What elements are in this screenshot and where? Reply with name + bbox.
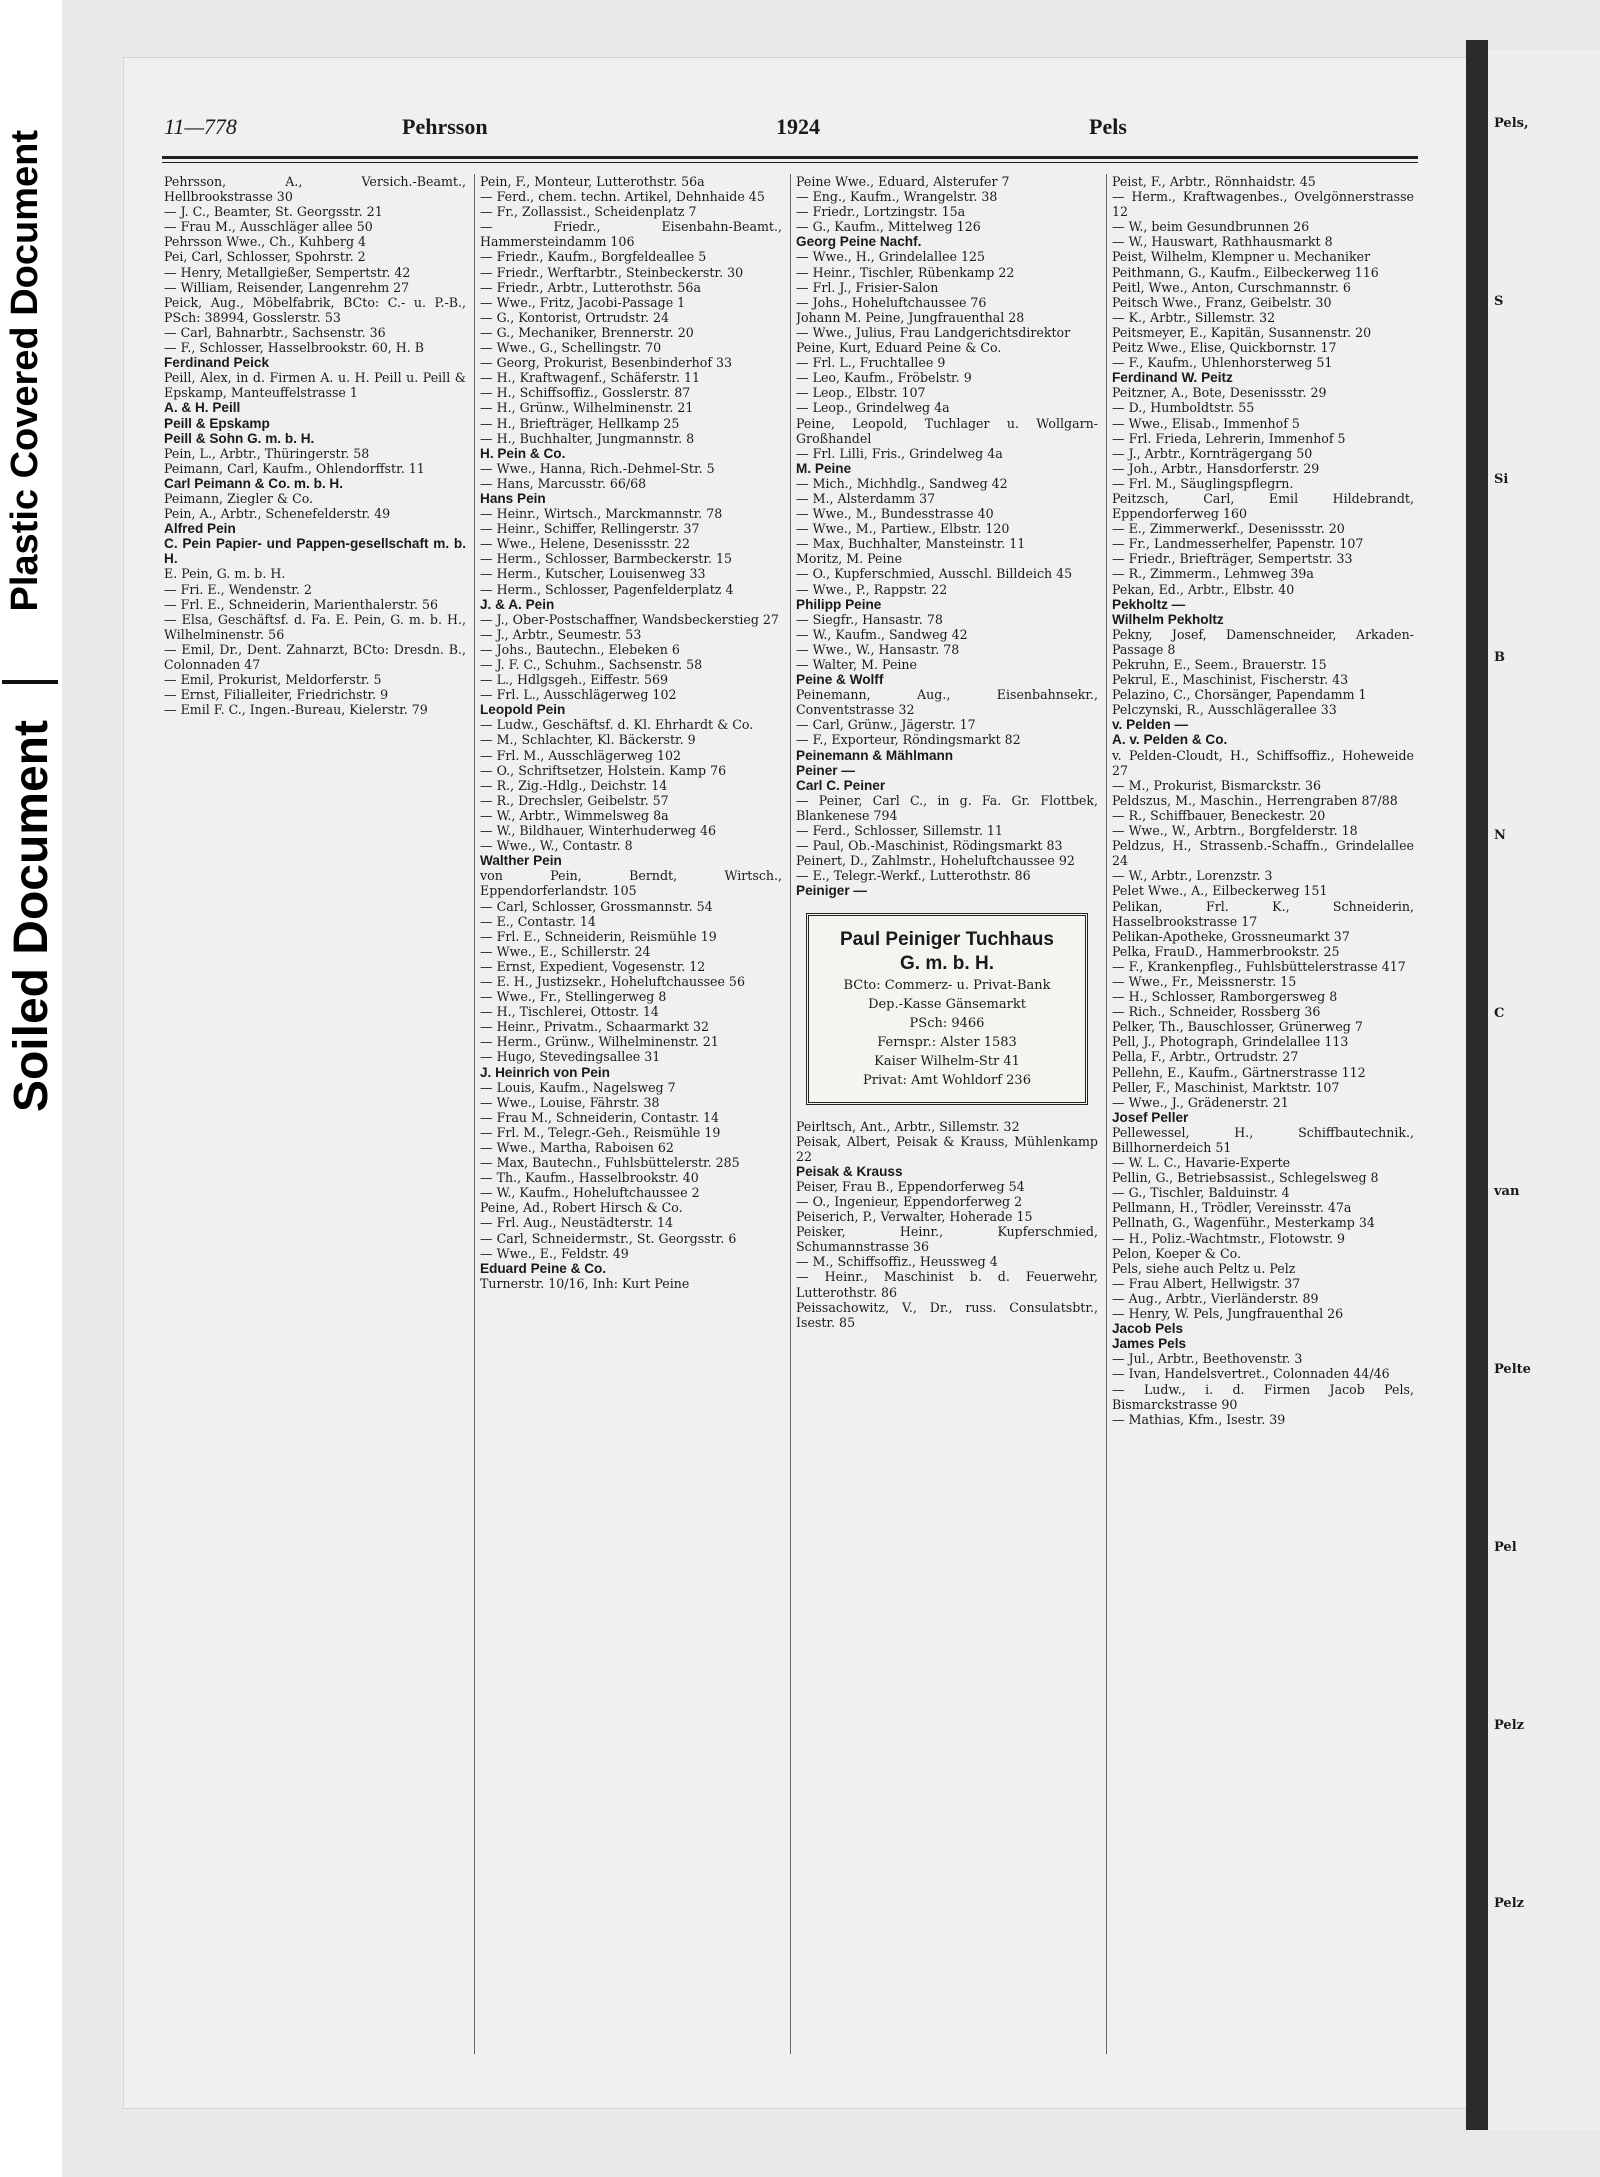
directory-entry: — Georg, Prokurist, Besenbinderhof 33	[480, 355, 733, 371]
directory-entry: von Pein, Berndt, Wirtsch., Eppendorferlandstr. 105	[480, 868, 782, 899]
directory-entry: — H., Poliz.-Wachtmstr., Flotowstr. 9	[1112, 1230, 1346, 1246]
directory-entry: Eduard Peine & Co.	[480, 1260, 607, 1276]
directory-entry: — E., Zimmerwerkf., Desenissstr. 20	[1112, 521, 1345, 537]
directory-entry: Peine, Leopold, Tuchlager u. Wollgarn-Großhandel	[796, 415, 1098, 446]
directory-entry: — Peiner, Carl C., in g. Fa. Gr. Flottbek, Blankenese 794	[796, 792, 1098, 823]
directory-entry: Pellmann, H., Trödler, Vereinsstr. 47a	[1112, 1200, 1352, 1216]
directory-entry: — Herm., Schlosser, Barmbeckerstr. 15	[480, 551, 733, 567]
directory-entry: — Wwe., H., Grindelallee 125	[796, 249, 986, 265]
directory-entry: — Siegfr., Hansastr. 78	[796, 611, 943, 627]
directory-entry: — Friedr., Werftarbtr., Steinbeckerstr. 30	[480, 264, 744, 280]
directory-entry: C. Pein Papier- und Pappen-gesellschaft m. b. H.	[164, 536, 466, 567]
directory-entry: Peine Wwe., Eduard, Alsterufer 7	[796, 174, 1010, 189]
directory-entry: — Emil, Prokurist, Meldorferstr. 5	[164, 672, 382, 688]
directory-entry: — Johs., Hoheluftchaussee 76	[796, 294, 987, 310]
directory-entry: Peimann, Carl, Kaufm., Ohlendorffstr. 11	[164, 460, 425, 476]
side-divider	[2, 680, 58, 684]
directory-entry: Pei, Carl, Schlosser, Spohrstr. 2	[164, 249, 366, 265]
directory-entry: Wilhelm Pekholtz	[1112, 611, 1224, 627]
directory-entry: — Fri. E., Wendenstr. 2	[164, 581, 312, 597]
directory-entry: — Frl. E., Schneiderin, Reismühle 19	[480, 928, 717, 944]
directory-entry: Peisak & Krauss	[796, 1163, 903, 1179]
directory-entry: — W., Kaufm., Sandweg 42	[796, 626, 968, 642]
directory-entry: H. Pein & Co.	[480, 445, 566, 461]
ad-deposit: Dep.-Kasse Gänsemarkt	[868, 996, 1026, 1012]
page-number: 11—778	[164, 114, 237, 139]
side-label-strip	[0, 0, 62, 2177]
directory-entry: — W., beim Gesundbrunnen 26	[1112, 219, 1310, 235]
directory-entry: v. Pelden —	[1112, 717, 1189, 733]
directory-entry: — Wwe., Helene, Desenissstr. 22	[480, 536, 690, 552]
directory-entry: Pekrul, E., Maschinist, Fischerstr. 43	[1112, 672, 1349, 688]
directory-entry: — E., Contastr. 14	[480, 913, 596, 929]
directory-entry: — Frau M., Ausschläger allee 50	[164, 219, 373, 235]
directory-entry: — Henry, W. Pels, Jungfrauenthal 26	[1112, 1306, 1344, 1322]
directory-entry: Pelikan, Frl. K., Schneiderin, Hasselbrookstrasse 17	[1112, 898, 1414, 929]
directory-entry: Peiser, Frau B., Eppendorferweg 54	[796, 1178, 1025, 1194]
directory-entry: — Heinr., Maschinist b. d. Feuerwehr, Lutterothstr. 86	[796, 1269, 1098, 1300]
directory-entry: — Frl. M., Ausschlägerweg 102	[480, 747, 681, 763]
directory-entry: Walther Pein	[480, 853, 562, 869]
directory-entry: — Max, Bautechn., Fuhlsbüttelerstr. 285	[480, 1155, 740, 1171]
directory-entry: — G., Kaufm., Mittelweg 126	[796, 219, 981, 235]
directory-entry: Pekruhn, E., Seem., Brauerstr. 15	[1112, 657, 1327, 672]
directory-entry: Peisak, Albert, Peisak & Krauss, Mühlenkamp 22	[796, 1133, 1098, 1164]
next-page-fragment: Pelz	[1494, 1718, 1525, 1733]
directory-entry: — Wwe., Fr., Meissnerstr. 15	[1112, 973, 1297, 989]
directory-entry: — J., Ober-Postschaffner, Wandsbeckerstieg 27	[480, 611, 779, 627]
directory-entry: — Wwe., E., Schillerstr. 24	[480, 943, 651, 959]
directory-entry: — Emil, Dr., Dent. Zahnarzt, BCto: Dresdn. B., Colonnaden 47	[164, 641, 466, 672]
directory-entry: — M., Schlachter, Kl. Bäckerstr. 9	[480, 732, 696, 748]
directory-entry: — Wwe., Elisab., Immenhof 5	[1112, 415, 1300, 431]
directory-entry: Pelczynski, R., Ausschlägerallee 33	[1112, 702, 1337, 718]
directory-entry: Peiniger —	[796, 883, 868, 899]
directory-entry: Pelikan-Apotheke, Grossneumarkt 37	[1112, 928, 1350, 944]
directory-entry: — Frau M., Schneiderin, Contastr. 14	[480, 1109, 720, 1125]
directory-entry: — Wwe., Martha, Raboisen 62	[480, 1140, 674, 1155]
directory-entry: v. Pelden-Cloudt, H., Schiffsoffiz., Hoheweide 27	[1112, 747, 1414, 778]
page-header	[164, 114, 1414, 154]
directory-entry: — F., Schlosser, Hasselbrookstr. 60, H. B	[164, 340, 425, 356]
directory-entry: — Herm., Kutscher, Louisenweg 33	[480, 566, 706, 582]
next-page-fragment: Pelz	[1494, 1896, 1525, 1911]
directory-entry: — Wwe., M., Partiew., Elbstr. 120	[796, 521, 1010, 537]
header-year: 1924	[776, 114, 820, 139]
directory-entry: Peiner —	[796, 762, 855, 778]
directory-columns	[164, 174, 1420, 2074]
directory-entry: Peitl, Wwe., Anton, Curschmannstr. 6	[1112, 279, 1351, 295]
directory-entry: — H., Grünw., Wilhelminenstr. 21	[480, 400, 694, 416]
directory-entry: Ferdinand W. Peitz	[1112, 370, 1233, 386]
directory-entry: Peimann, Ziegler & Co.	[164, 490, 314, 506]
directory-entry: — H., Buchhalter, Jungmannstr. 8	[480, 430, 695, 446]
header-rule-thin	[162, 162, 1418, 163]
directory-entry: Peist, F., Arbtr., Rönnhaidstr. 45	[1112, 174, 1316, 189]
ad-bank: BCto: Commerz- u. Privat-Bank	[843, 977, 1051, 993]
directory-entry: Pekholtz —	[1112, 596, 1186, 612]
directory-entry: — J., Arbtr., Seumestr. 53	[480, 626, 642, 642]
next-page-fragment: B	[1494, 650, 1505, 665]
directory-entry: Pels, siehe auch Peltz u. Pelz	[1112, 1260, 1296, 1276]
directory-entry: — Frl. J., Frisier-Salon	[796, 279, 939, 295]
directory-entry: — W., Kaufm., Hoheluftchaussee 2	[480, 1185, 700, 1201]
directory-entry: — Leop., Elbstr. 107	[796, 385, 926, 401]
directory-entry: Peitsmeyer, E., Kapitän, Susannenstr. 20	[1112, 324, 1372, 340]
directory-entry: Pellin, G., Betriebsassist., Schlegelsweg 8	[1112, 1170, 1379, 1186]
directory-entry: E. Pein, G. m. b. H.	[164, 566, 286, 582]
directory-entry: Pein, A., Arbtr., Schenefelderstr. 49	[164, 506, 391, 522]
directory-entry: Peine, Ad., Robert Hirsch & Co.	[480, 1200, 683, 1216]
directory-entry: — Fr., Landmesserhelfer, Papenstr. 107	[1112, 536, 1364, 552]
directory-entry: — Paul, Ob.-Maschinist, Rödingsmarkt 83	[796, 838, 1063, 854]
advertisement-box	[806, 913, 1088, 1105]
directory-entry: — M., Alsterdamm 37	[796, 490, 936, 506]
directory-entry: Peldzus, H., Strassenb.-Schaffn., Grindelallee 24	[1112, 838, 1414, 869]
directory-entry: — O., Schriftsetzer, Holstein. Kamp 76	[480, 762, 727, 778]
directory-entry: J. Heinrich von Pein	[480, 1064, 610, 1080]
directory-entry: — Mathias, Kfm., Isestr. 39	[1112, 1411, 1286, 1427]
directory-entry: J. & A. Pein	[480, 596, 555, 612]
ad-subtitle: G. m. b. H.	[900, 952, 994, 974]
directory-entry: — Heinr., Privatm., Schaarmarkt 32	[480, 1019, 709, 1035]
next-page-fragment: Pels,	[1494, 116, 1529, 131]
directory-entry: Peine & Wolff	[796, 672, 884, 688]
directory-entry: — Frl. L., Fruchtallee 9	[796, 355, 946, 371]
directory-entry: Leopold Pein	[480, 702, 566, 718]
directory-entry: — Elsa, Geschäftsf. d. Fa. E. Pein, G. m. b. H., Wilhelminenstr. 56	[164, 611, 466, 642]
directory-entry: Peitzner, A., Bote, Desenissstr. 29	[1112, 385, 1327, 401]
next-page-fragment: S	[1494, 294, 1504, 309]
directory-entry: Pellehn, E., Kaufm., Gärtnerstrasse 112	[1112, 1064, 1366, 1080]
soiled-document-label: Soiled Document	[5, 720, 58, 1113]
directory-entry: — Carl, Grünw., Jägerstr. 17	[796, 717, 976, 733]
directory-entry: — Leop., Grindelweg 4a	[796, 400, 950, 416]
directory-entry: Carl Peimann & Co. m. b. H.	[164, 475, 344, 491]
next-page-fragment: N	[1494, 828, 1506, 843]
ad-postcheck: PSch: 9466	[909, 1015, 985, 1031]
directory-entry: Pehrsson, A., Versich.-Beamt., Hellbrookstrasse 30	[164, 174, 466, 205]
next-page-fragment: van	[1494, 1184, 1520, 1199]
directory-entry: — Joh., Arbtr., Hansdorferstr. 29	[1112, 460, 1320, 476]
directory-entry: — Walter, M. Peine	[796, 657, 917, 672]
directory-entry: Peitsch Wwe., Franz, Geibelstr. 30	[1112, 294, 1332, 310]
directory-entry: Peill & Epskamp	[164, 415, 270, 431]
directory-entry: — Max, Buchhalter, Mansteinstr. 11	[796, 536, 1026, 552]
directory-entry: — Wwe., P., Rappstr. 22	[796, 581, 948, 597]
directory-entry: Peine, Kurt, Eduard Peine & Co.	[796, 340, 1002, 356]
directory-entry: Moritz, M. Peine	[796, 551, 903, 567]
directory-entry: — Friedr., Kaufm., Borgfeldeallee 5	[480, 249, 707, 265]
directory-entry: — Frl. Aug., Neustädterstr. 14	[480, 1215, 674, 1231]
directory-entry: — Mich., Michhdlg., Sandweg 42	[796, 475, 1008, 491]
column-2	[480, 174, 782, 2074]
directory-entry: Pelker, Th., Bauschlosser, Grünerweg 7	[1112, 1019, 1363, 1035]
directory-entry: — Heinr., Wirtsch., Marckmannstr. 78	[480, 506, 723, 522]
directory-entry: — Hugo, Stevedingsallee 31	[480, 1049, 661, 1065]
directory-entry: — Wwe., W., Hansastr. 78	[796, 641, 960, 657]
directory-entry: — Wwe., Hanna, Rich.-Dehmel-Str. 5	[480, 460, 715, 476]
column-1	[164, 174, 466, 2074]
directory-entry: — Wwe., Fr., Stellingerweg 8	[480, 989, 667, 1005]
directory-entry: — Friedr., Arbtr., Lutterothstr. 56a	[480, 279, 701, 295]
header-left-word: Pehrsson	[402, 114, 488, 139]
directory-entry: — Frl. M., Telegr.-Geh., Reismühle 19	[480, 1124, 721, 1140]
directory-entry: — Ivan, Handelsvertret., Colonnaden 44/46	[1112, 1366, 1390, 1382]
header-right-word: Pels	[1089, 114, 1127, 139]
directory-entry: — H., Kraftwagenf., Schäferstr. 11	[480, 370, 701, 386]
directory-entry: Peller, F., Maschinist, Marktstr. 107	[1112, 1079, 1340, 1095]
column-3-entries	[796, 174, 1098, 1330]
directory-entry: Peist, Wilhelm, Klempner u. Mechaniker	[1112, 249, 1371, 265]
directory-entry: Pelon, Koeper & Co.	[1112, 1245, 1241, 1261]
directory-entry: Pelazino, C., Chorsänger, Papendamm 1	[1112, 687, 1367, 703]
next-page-edge	[1488, 50, 1600, 2130]
directory-entry: Alfred Pein	[164, 521, 236, 537]
directory-entry: Pella, F., Arbtr., Ortrudstr. 27	[1112, 1049, 1299, 1065]
directory-entry: — William, Reisender, Langenrehm 27	[164, 279, 410, 295]
directory-entry: — F., Krankenpfleg., Fuhlsbüttelerstrasse 417	[1112, 958, 1406, 974]
directory-entry: Hans Pein	[480, 490, 546, 506]
directory-entry: — Leo, Kaufm., Fröbelstr. 9	[796, 370, 972, 386]
plastic-covered-label: Plastic Covered Document	[4, 130, 46, 612]
directory-entry: Ferdinand Peick	[164, 355, 270, 371]
directory-entry: — Ludw., i. d. Firmen Jacob Pels, Bismarckstrasse 90	[1112, 1381, 1414, 1412]
directory-entry: — Heinr., Tischler, Rübenkamp 22	[796, 264, 1015, 280]
directory-entry: — L., Hdlgsgeh., Eiffestr. 569	[480, 672, 669, 688]
directory-entry: — H., Schiffsoffiz., Gosslerstr. 87	[480, 385, 691, 401]
directory-entry: — Louis, Kaufm., Nagelsweg 7	[480, 1079, 676, 1095]
directory-entry: James Pels	[1112, 1336, 1187, 1352]
next-page-fragment: Pelte	[1494, 1362, 1531, 1377]
directory-entry: — G., Kontorist, Ortrudstr. 24	[480, 309, 669, 325]
directory-entry: Pein, F., Monteur, Lutterothstr. 56a	[480, 174, 705, 189]
directory-entry: A. & H. Peill	[164, 400, 241, 416]
directory-entry: — Wwe., Fritz, Jacobi-Passage 1	[480, 294, 686, 310]
directory-entry: — O., Kupferschmied, Ausschl. Billdeich 45	[796, 566, 1073, 582]
directory-entry: — D., Humboldtstr. 55	[1112, 400, 1255, 416]
directory-entry: — Wwe., M., Bundesstrasse 40	[796, 506, 994, 522]
directory-entry: Peithmann, G., Kaufm., Eilbeckerweg 116	[1112, 264, 1379, 280]
column-3	[796, 174, 1098, 2074]
directory-entry: Peldszus, M., Maschin., Herrengraben 87/88	[1112, 792, 1398, 808]
directory-entry: Georg Peine Nachf.	[796, 234, 922, 250]
directory-entry: — W., Arbtr., Lorenzstr. 3	[1112, 868, 1273, 884]
directory-page	[124, 58, 1466, 2108]
directory-entry: — W., Bildhauer, Winterhuderweg 46	[480, 823, 717, 839]
directory-entry: Peick, Aug., Möbelfabrik, BCto: C.- u. P.-B., PSch: 38994, Gosslerstr. 53	[164, 294, 466, 325]
directory-entry: — W., Arbtr., Wimmelsweg 8a	[480, 807, 669, 823]
directory-entry: — Emil F. C., Ingen.-Bureau, Kielerstr. 79	[164, 702, 428, 718]
directory-entry: — J. C., Beamter, St. Georgsstr. 21	[164, 204, 383, 220]
directory-entry: — Th., Kaufm., Hasselbrookstr. 40	[480, 1170, 699, 1186]
directory-entry: — R., Zig.-Hdlg., Deichstr. 14	[480, 777, 668, 793]
directory-entry: Pekny, Josef, Damenschneider, Arkaden-Passage 8	[1112, 626, 1414, 657]
directory-entry: — Hans, Marcusstr. 66/68	[480, 475, 647, 491]
directory-entry: — Heinr., Schiffer, Rellingerstr. 37	[480, 521, 700, 537]
directory-entry: — F., Kaufm., Uhlenhorsterweg 51	[1112, 355, 1333, 371]
directory-entry: — Jul., Arbtr., Beethovenstr. 3	[1112, 1351, 1303, 1367]
directory-entry: Pelka, FrauD., Hammerbrookstr. 25	[1112, 943, 1340, 959]
directory-entry: — Wwe., J., Grädenerstr. 21	[1112, 1094, 1289, 1110]
directory-entry: — K., Arbtr., Sillemstr. 32	[1112, 309, 1276, 325]
directory-entry: Turnerstr. 10/16, Inh: Kurt Peine	[480, 1275, 690, 1291]
directory-entry: Philipp Peine	[796, 596, 882, 612]
directory-entry: Johann M. Peine, Jungfrauenthal 28	[796, 309, 1025, 325]
directory-entry: A. v. Pelden & Co.	[1112, 732, 1228, 748]
directory-entry: Peisker, Heinr., Kupferschmied, Schumannstrasse 36	[796, 1224, 1098, 1255]
directory-entry: — Wwe., E., Feldstr. 49	[480, 1245, 629, 1261]
directory-entry: — Johs., Bautechn., Elebeken 6	[480, 641, 680, 657]
directory-entry: — J., Arbtr., Kornträgergang 50	[1112, 445, 1313, 461]
directory-entry: — R., Zimmerm., Lehmweg 39a	[1112, 566, 1314, 582]
directory-entry: Jacob Pels	[1112, 1321, 1184, 1337]
directory-entry: Peissachowitz, V., Dr., russ. Consulatsbtr., Isestr. 85	[796, 1299, 1098, 1330]
column-4	[1112, 174, 1414, 2074]
next-page-fragment: Pel	[1494, 1540, 1517, 1555]
directory-entry: — Frl. L., Ausschlägerweg 102	[480, 687, 677, 703]
directory-entry: — Aug., Arbtr., Vierländerstr. 89	[1112, 1290, 1319, 1306]
directory-entry: Peill & Sohn G. m. b. H.	[164, 430, 315, 446]
directory-entry: — Friedr., Briefträger, Sempertstr. 33	[1112, 551, 1353, 567]
directory-entry: — Friedr., Eisenbahn-Beamt., Hammersteindamm 106	[480, 219, 782, 250]
directory-entry: — Herm., Grünw., Wilhelminenstr. 21	[480, 1034, 719, 1050]
directory-entry: — R., Drechsler, Geibelstr. 57	[480, 792, 669, 808]
ad-address: Kaiser Wilhelm-Str 41	[874, 1053, 1020, 1069]
next-page-fragment: Si	[1494, 472, 1509, 487]
directory-entry: Pein, L., Arbtr., Thüringerstr. 58	[164, 445, 370, 461]
directory-entry: — H., Schlosser, Ramborgersweg 8	[1112, 989, 1338, 1005]
directory-entry: — Frl. Lilli, Fris., Grindelweg 4a	[796, 445, 1003, 461]
directory-entry: Peitzsch, Carl, Emil Hildebrandt, Eppendorferweg 160	[1112, 490, 1414, 522]
directory-entry: Carl C. Peiner	[796, 777, 886, 793]
directory-entry: — J. F. C., Schuhm., Sachsenstr. 58	[480, 657, 703, 672]
ad-title: Paul Peiniger Tuchhaus	[840, 928, 1054, 950]
directory-entry: Peill, Alex, in d. Firmen A. u. H. Peill u. Peill & Epskamp, Manteuffelstrasse 1	[164, 370, 466, 401]
directory-entry: — Wwe., Louise, Fährstr. 38	[480, 1094, 660, 1110]
directory-entry: — Ludw., Geschäftsf. d. Kl. Ehrhardt & Co.	[480, 717, 754, 733]
directory-entry: — Frl. E., Schneiderin, Marienthalerstr. 56	[164, 596, 439, 612]
directory-entry: Peinemann & Mählmann	[796, 747, 954, 763]
directory-entry: — Eng., Kaufm., Wrangelstr. 38	[796, 189, 998, 205]
directory-entry: — Ferd., Schlosser, Sillemstr. 11	[796, 823, 1003, 839]
directory-entry: — Carl, Schlosser, Grossmannstr. 54	[480, 898, 713, 914]
directory-entry: — Herm., Kraftwagenbes., Ovelgönnerstrasse 12	[1112, 189, 1414, 220]
directory-entry: — W. L. C., Havarie-Experte	[1112, 1155, 1291, 1171]
directory-entry: — F., Exporteur, Röndingsmarkt 82	[796, 732, 1021, 748]
directory-entry: — O., Ingenieur, Eppendorferweg 2	[796, 1193, 1023, 1209]
directory-entry: — R., Schiffbauer, Beneckestr. 20	[1112, 807, 1326, 823]
directory-entry: Peitz Wwe., Elise, Quickbornstr. 17	[1112, 340, 1337, 356]
directory-entry: Peiserich, P., Verwalter, Hoherade 15	[796, 1209, 1033, 1225]
ad-phone: Fernspr.: Alster 1583	[877, 1034, 1017, 1050]
header-rule	[162, 156, 1418, 159]
directory-entry: — Carl, Bahnarbtr., Sachsenstr. 36	[164, 324, 386, 340]
directory-entry: Peinemann, Aug., Eisenbahnsekr., Conventstrasse 32	[796, 687, 1098, 718]
directory-entry: Peirltsch, Ant., Arbtr., Sillemstr. 32	[796, 1118, 1020, 1134]
directory-entry: Peinert, D., Zahlmstr., Hoheluftchaussee 92	[796, 853, 1075, 869]
directory-entry: Pekan, Ed., Arbtr., Elbstr. 40	[1112, 581, 1295, 597]
directory-entry: Pellnath, G., Wagenführ., Mesterkamp 34	[1112, 1215, 1375, 1231]
directory-entry: — Ernst, Expedient, Vogesenstr. 12	[480, 958, 706, 974]
directory-entry: — Frl. M., Säuglingspflegrn.	[1112, 475, 1294, 491]
directory-entry: — Carl, Schneidermstr., St. Georgsstr. 6	[480, 1230, 737, 1246]
directory-entry: — Friedr., Lortzingstr. 15a	[796, 204, 966, 220]
directory-entry: — Ernst, Filialleiter, Friedrichstr. 9	[164, 687, 389, 703]
directory-entry: — M., Schiffsoffiz., Heussweg 4	[796, 1254, 998, 1270]
directory-entry: — G., Mechaniker, Brennerstr. 20	[480, 324, 694, 340]
directory-entry: — Rich., Schneider, Rossberg 36	[1112, 1004, 1321, 1020]
directory-entry: Pell, J., Photograph, Grindelallee 113	[1112, 1034, 1349, 1050]
directory-entry: — E., Telegr.-Werkf., Lutterothstr. 86	[796, 868, 1031, 884]
directory-entry: Pehrsson Wwe., Ch., Kuhberg 4	[164, 234, 367, 250]
directory-entry: — M., Prokurist, Bismarckstr. 36	[1112, 777, 1321, 793]
directory-entry: — W., Hauswart, Rathhausmarkt 8	[1112, 234, 1333, 250]
directory-entry: — Wwe., G., Schellingstr. 70	[480, 340, 662, 356]
directory-entry: — Wwe., W., Arbtrn., Borgfelderstr. 18	[1112, 823, 1358, 839]
directory-entry: M. Peine	[796, 460, 852, 476]
directory-entry: — H., Briefträger, Hellkamp 25	[480, 415, 680, 431]
directory-entry: Josef Peller	[1112, 1109, 1189, 1125]
directory-entry: Pellewessel, H., Schiffbautechnik., Billhornerdeich 51	[1112, 1124, 1414, 1155]
directory-entry: — Frl. Frieda, Lehrerin, Immenhof 5	[1112, 430, 1346, 446]
directory-entry: — Frau Albert, Hellwigstr. 37	[1112, 1275, 1301, 1291]
directory-entry: — G., Tischler, Balduinstr. 4	[1112, 1185, 1290, 1201]
directory-entry: — E. H., Justizsekr., Hoheluftchaussee 56	[480, 973, 745, 989]
book-binding	[1466, 40, 1488, 2130]
directory-entry: Pelet Wwe., A., Eilbeckerweg 151	[1112, 883, 1328, 899]
directory-entry: — Wwe., Julius, Frau Landgerichtsdirektor	[796, 324, 1071, 340]
next-page-fragment: C	[1494, 1006, 1505, 1021]
ad-private: Privat: Amt Wohldorf 236	[863, 1072, 1031, 1088]
directory-entry: — H., Tischlerei, Ottostr. 14	[480, 1004, 659, 1020]
directory-entry: — Wwe., W., Contastr. 8	[480, 838, 633, 854]
directory-entry: — Ferd., chem. techn. Artikel, Dehnhaide 45	[480, 189, 765, 205]
directory-entry: — Herm., Schlosser, Pagenfelderplatz 4	[480, 581, 734, 597]
directory-entry: — Henry, Metallgießer, Sempertstr. 42	[164, 264, 411, 280]
directory-entry: — Fr., Zollassist., Scheidenplatz 7	[480, 204, 697, 220]
